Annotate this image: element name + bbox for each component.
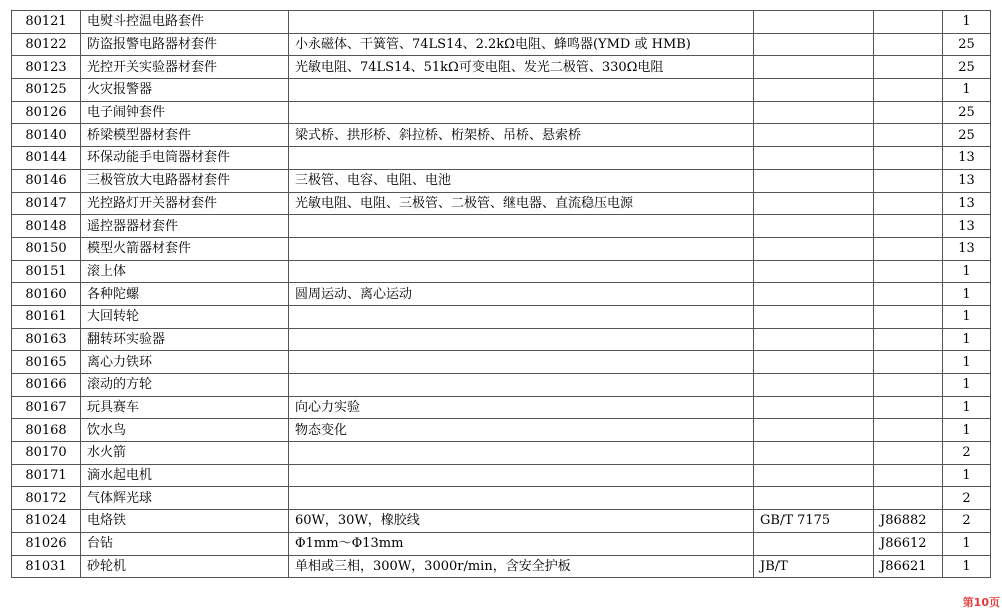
table-row (12, 532, 991, 555)
item-reference-cell (874, 192, 943, 215)
item-standard-cell (754, 237, 874, 260)
item-quantity-cell: 1 (943, 11, 991, 34)
item-spec-cell: 小永磁体、干簧管、74LS14、2.2kΩ电阻、蜂鸣器(YMD 或 HMB) (289, 33, 754, 56)
item-reference-cell (874, 419, 943, 442)
item-standard-cell (754, 33, 874, 56)
table-row (12, 147, 991, 170)
item-spec-cell (289, 260, 754, 283)
item-name-cell: 大回转轮 (81, 305, 289, 328)
table-row (12, 237, 991, 260)
item-quantity-cell: 13 (943, 169, 991, 192)
table-row (12, 487, 991, 510)
item-quantity-cell: 25 (943, 101, 991, 124)
item-reference-cell (874, 260, 943, 283)
page-watermark: 第10页 (962, 596, 1000, 609)
item-spec-cell (289, 464, 754, 487)
item-name-cell: 离心力铁环 (81, 351, 289, 374)
item-spec-cell (289, 147, 754, 170)
item-standard-cell (754, 305, 874, 328)
item-spec-cell (289, 328, 754, 351)
item-name-cell: 光控路灯开关器材套件 (81, 192, 289, 215)
item-quantity-cell: 25 (943, 56, 991, 79)
item-reference-cell (874, 305, 943, 328)
table-row (12, 464, 991, 487)
item-spec-cell (289, 351, 754, 374)
item-code-cell: 80121 (12, 11, 81, 34)
item-standard-cell (754, 442, 874, 465)
item-name-cell: 电烙铁 (81, 510, 289, 533)
item-standard-cell: GB/T 7175 (754, 510, 874, 533)
item-quantity-cell: 25 (943, 33, 991, 56)
item-name-cell: 电熨斗控温电路套件 (81, 11, 289, 34)
table-row (12, 79, 991, 102)
item-name-cell: 玩具赛车 (81, 396, 289, 419)
item-spec-cell: 单相或三相，300W，3000r/min，含安全护板 (289, 555, 754, 578)
item-quantity-cell: 1 (943, 351, 991, 374)
item-reference-cell (874, 169, 943, 192)
item-code-cell: 80147 (12, 192, 81, 215)
item-quantity-cell: 2 (943, 487, 991, 510)
item-quantity-cell: 1 (943, 328, 991, 351)
item-name-cell: 环保动能手电筒器材套件 (81, 147, 289, 170)
table-row (12, 305, 991, 328)
item-code-cell: 81031 (12, 555, 81, 578)
item-standard-cell (754, 351, 874, 374)
item-standard-cell (754, 328, 874, 351)
item-code-cell: 81026 (12, 532, 81, 555)
item-standard-cell: JB/T (754, 555, 874, 578)
item-quantity-cell: 2 (943, 442, 991, 465)
item-name-cell: 防盗报警电路器材套件 (81, 33, 289, 56)
table-row (12, 351, 991, 374)
item-reference-cell (874, 56, 943, 79)
item-spec-cell: 光敏电阻、74LS14、51kΩ可变电阻、发光二极管、330Ω电阻 (289, 56, 754, 79)
table-row (12, 396, 991, 419)
table-row (12, 510, 991, 533)
item-quantity-cell: 13 (943, 237, 991, 260)
item-name-cell: 遥控器器材套件 (81, 215, 289, 238)
item-spec-cell (289, 215, 754, 238)
table-row (12, 169, 991, 192)
item-reference-cell (874, 283, 943, 306)
table-row (12, 101, 991, 124)
item-quantity-cell: 1 (943, 555, 991, 578)
item-reference-cell (874, 351, 943, 374)
item-standard-cell (754, 419, 874, 442)
item-quantity-cell: 1 (943, 419, 991, 442)
item-standard-cell (754, 487, 874, 510)
item-reference-cell (874, 396, 943, 419)
item-code-cell: 80167 (12, 396, 81, 419)
item-standard-cell (754, 374, 874, 397)
table-row (12, 555, 991, 578)
item-spec-cell: 梁式桥、拱形桥、斜拉桥、桁架桥、吊桥、悬索桥 (289, 124, 754, 147)
table-body (12, 11, 991, 578)
item-name-cell: 滚动的方轮 (81, 374, 289, 397)
item-standard-cell (754, 215, 874, 238)
item-reference-cell (874, 147, 943, 170)
item-spec-cell: Φ1mm～Φ13mm (289, 532, 754, 555)
table-row (12, 11, 991, 34)
item-reference-cell (874, 328, 943, 351)
item-quantity-cell: 1 (943, 260, 991, 283)
item-standard-cell (754, 79, 874, 102)
item-reference-cell (874, 215, 943, 238)
item-standard-cell (754, 260, 874, 283)
table-row (12, 124, 991, 147)
item-reference-cell (874, 124, 943, 147)
item-code-cell: 80146 (12, 169, 81, 192)
item-spec-cell (289, 305, 754, 328)
item-spec-cell (289, 101, 754, 124)
item-name-cell: 桥梁模型器材套件 (81, 124, 289, 147)
item-spec-cell: 向心力实验 (289, 396, 754, 419)
item-spec-cell (289, 237, 754, 260)
item-code-cell: 80140 (12, 124, 81, 147)
item-name-cell: 饮水鸟 (81, 419, 289, 442)
item-code-cell: 80172 (12, 487, 81, 510)
item-code-cell: 80168 (12, 419, 81, 442)
item-spec-cell: 物态变化 (289, 419, 754, 442)
item-standard-cell (754, 147, 874, 170)
item-spec-cell: 圆周运动、离心运动 (289, 283, 754, 306)
item-code-cell: 80151 (12, 260, 81, 283)
item-code-cell: 80166 (12, 374, 81, 397)
table-row (12, 33, 991, 56)
item-code-cell: 80170 (12, 442, 81, 465)
table-row (12, 283, 991, 306)
item-quantity-cell: 1 (943, 79, 991, 102)
item-reference-cell (874, 79, 943, 102)
item-quantity-cell: 13 (943, 147, 991, 170)
item-standard-cell (754, 192, 874, 215)
item-code-cell: 80160 (12, 283, 81, 306)
item-standard-cell (754, 124, 874, 147)
item-code-cell: 80148 (12, 215, 81, 238)
item-spec-cell (289, 442, 754, 465)
item-quantity-cell: 1 (943, 396, 991, 419)
item-standard-cell (754, 283, 874, 306)
item-reference-cell (874, 11, 943, 34)
item-code-cell: 80126 (12, 101, 81, 124)
item-name-cell: 火灾报警器 (81, 79, 289, 102)
item-reference-cell (874, 487, 943, 510)
item-name-cell: 光控开关实验器材套件 (81, 56, 289, 79)
item-name-cell: 滴水起电机 (81, 464, 289, 487)
item-code-cell: 81024 (12, 510, 81, 533)
item-reference-cell: J86882 (874, 510, 943, 533)
item-spec-cell (289, 487, 754, 510)
item-quantity-cell: 1 (943, 305, 991, 328)
table-row (12, 215, 991, 238)
item-name-cell: 台钻 (81, 532, 289, 555)
item-spec-cell: 三极管、电容、电阻、电池 (289, 169, 754, 192)
item-name-cell: 各种陀螺 (81, 283, 289, 306)
item-code-cell: 80171 (12, 464, 81, 487)
item-quantity-cell: 1 (943, 464, 991, 487)
item-reference-cell (874, 464, 943, 487)
item-code-cell: 80163 (12, 328, 81, 351)
item-quantity-cell: 2 (943, 510, 991, 533)
item-standard-cell (754, 169, 874, 192)
item-name-cell: 三极管放大电路器材套件 (81, 169, 289, 192)
item-quantity-cell: 1 (943, 532, 991, 555)
item-code-cell: 80125 (12, 79, 81, 102)
table-row (12, 56, 991, 79)
item-spec-cell: 光敏电阻、电阻、三极管、二极管、继电器、直流稳压电源 (289, 192, 754, 215)
table-row (12, 374, 991, 397)
item-name-cell: 水火箭 (81, 442, 289, 465)
item-name-cell: 滚上体 (81, 260, 289, 283)
item-quantity-cell: 13 (943, 215, 991, 238)
table-row (12, 192, 991, 215)
item-quantity-cell: 1 (943, 283, 991, 306)
item-name-cell: 翻转环实验器 (81, 328, 289, 351)
item-standard-cell (754, 464, 874, 487)
item-quantity-cell: 13 (943, 192, 991, 215)
item-name-cell: 电子闹钟套件 (81, 101, 289, 124)
item-reference-cell (874, 237, 943, 260)
item-reference-cell (874, 442, 943, 465)
item-quantity-cell: 25 (943, 124, 991, 147)
item-code-cell: 80123 (12, 56, 81, 79)
item-code-cell: 80122 (12, 33, 81, 56)
item-reference-cell (874, 374, 943, 397)
item-spec-cell (289, 11, 754, 34)
item-code-cell: 80165 (12, 351, 81, 374)
item-quantity-cell: 1 (943, 374, 991, 397)
item-reference-cell (874, 33, 943, 56)
table-row (12, 419, 991, 442)
item-standard-cell (754, 56, 874, 79)
table-row (12, 328, 991, 351)
item-name-cell: 气体辉光球 (81, 487, 289, 510)
item-spec-cell (289, 374, 754, 397)
item-reference-cell: J86612 (874, 532, 943, 555)
item-name-cell: 模型火箭器材套件 (81, 237, 289, 260)
table-row (12, 260, 991, 283)
item-code-cell: 80161 (12, 305, 81, 328)
item-reference-cell (874, 101, 943, 124)
item-name-cell: 砂轮机 (81, 555, 289, 578)
table-row (12, 442, 991, 465)
item-standard-cell (754, 532, 874, 555)
item-standard-cell (754, 396, 874, 419)
item-spec-cell (289, 79, 754, 102)
item-standard-cell (754, 11, 874, 34)
item-reference-cell: J86621 (874, 555, 943, 578)
item-standard-cell (754, 101, 874, 124)
item-code-cell: 80144 (12, 147, 81, 170)
item-code-cell: 80150 (12, 237, 81, 260)
equipment-table (11, 10, 991, 578)
item-spec-cell: 60W，30W，橡胶线 (289, 510, 754, 533)
